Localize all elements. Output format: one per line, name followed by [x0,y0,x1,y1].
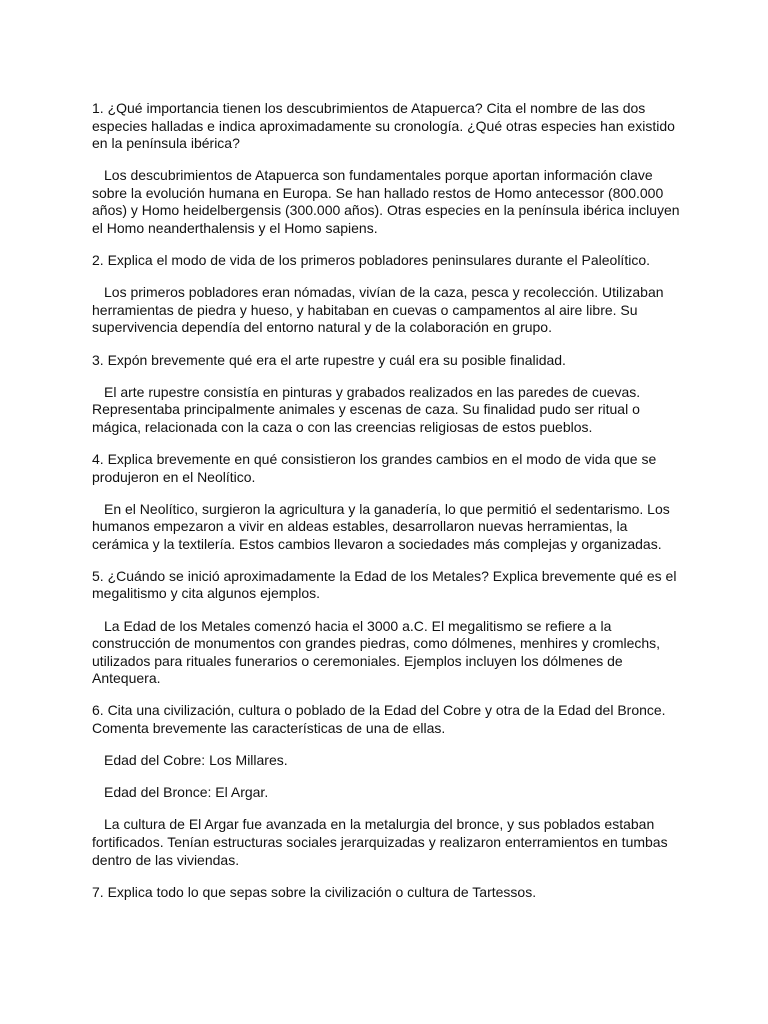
document-body [92,100,682,916]
question-3: 3. Expón brevemente qué era el arte rupestre y cuál era su posible finalidad. [92,351,566,368]
answer-5: La Edad de los Metales comenzó hacia el 3000 a.C. El megalitismo se refiere a la construcción de monumentos con grandes piedras, como dólmenes, menhires y cromlechs, utilizados para rituales funerarios o ceremoniales. Ejemplos incluyen los dólmenes de Antequera. [92,617,661,687]
answer-2: Los primeros pobladores eran nómadas, vivían de la caza, pesca y recolección. Utilizaban herramientas de piedra y hueso, y habitaban en cuevas o campamentos al aire libre. Su supervivencia dependía del entorno natural y de la colaboración en grupo. [92,284,664,336]
question-5: 5. ¿Cuándo se inició aproximadamente la Edad de los Metales? Explica brevemente qué es el megalitismo y cita algunos ejemplos. [92,567,677,602]
question-4: 4. Explica brevemente en qué consistieron los grandes cambios en el modo de vida que se produjeron en el Neolítico. [92,450,657,485]
question-2: 2. Explica el modo de vida de los primeros pobladores peninsulares durante el Paleolítico. [92,252,650,269]
question-7: 7. Explica todo lo que sepas sobre la civilización o cultura de Tartessos. [92,883,537,900]
answer-4: En el Neolítico, surgieron la agricultura y la ganadería, lo que permitió el sedentarismo. Los humanos empezaron a vivir en aldeas estables, desarrollaron nuevas herramientas, la cerámica y la textilería. Estos cambios llevaron a sociedades más complejas y organizadas. [92,500,670,552]
answer-3: El arte rupestre consistía en pinturas y grabados realizados en las paredes de cuevas. Representaba principalmente animales y escenas de caza. Su finalidad pudo ser ritual o mágica, relacionada con la caza o con las creencias religiosas de estos pueblos. [92,383,641,435]
answer-1: Los descubrimientos de Atapuerca son fundamentales porque aportan información clave sobre la evolución humana en Europa. Se han hallado restos de Homo antecessor (800.000 años) y Homo heidelbergensis (300.000 años). Otras especies en la península ibérica incluyen el Homo neanderthalensis y el Homo sapiens. [92,167,680,237]
question-6: 6. Cita una civilización, cultura o poblado de la Edad del Cobre y otra de la Edad del Bronce. Comenta brevemente las características de una de ellas. [92,702,666,737]
question-1: 1. ¿Qué importancia tienen los descubrimientos de Atapuerca? Cita el nombre de las dos especies halladas e indica aproximadamente su cronología. ¿Qué otras especies han existido en la península ibérica? [92,100,675,152]
answer-6-copper: Edad del Cobre: Los Millares. [104,752,288,769]
answer-6-bronze: Edad del Bronce: El Argar. [104,784,269,801]
answer-6-description: La cultura de El Argar fue avanzada en la metalurgia del bronce, y sus poblados estaban fortificados. Tenían estructuras sociales jerarquizadas y realizaron enterramientos en tumbas dentro de las viviendas. [92,816,668,868]
